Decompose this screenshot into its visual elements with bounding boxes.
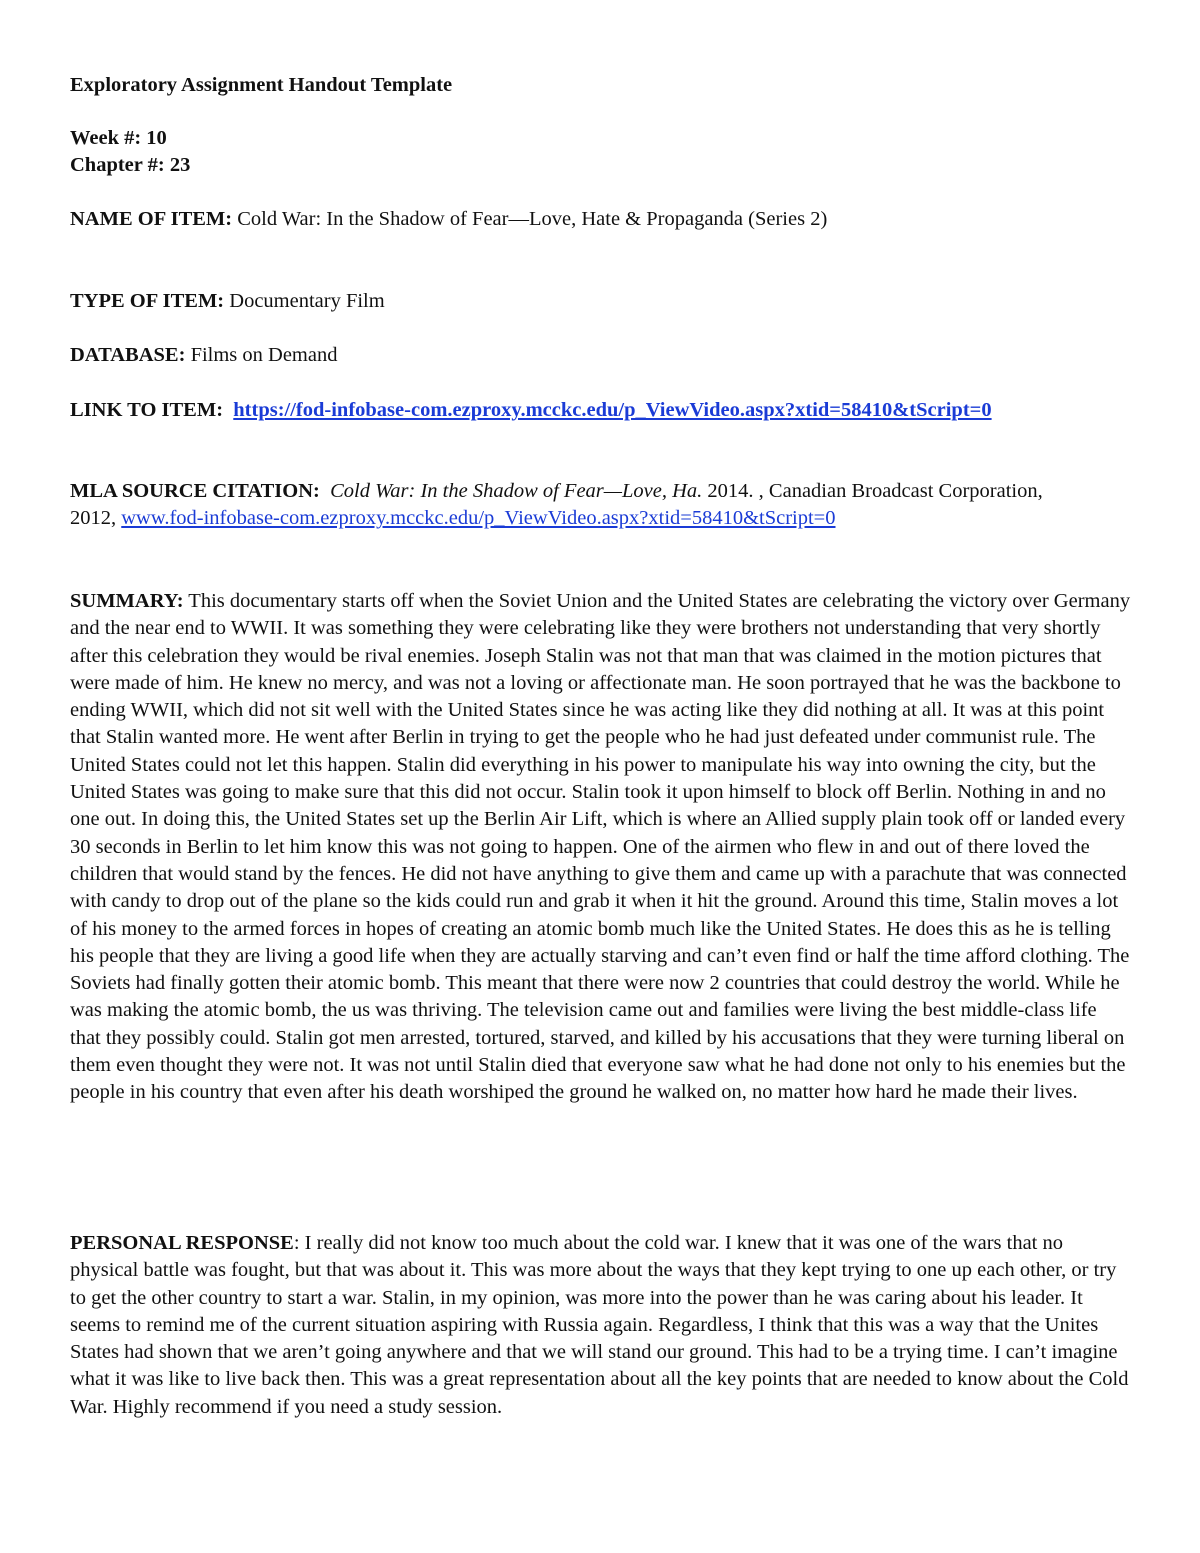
chapter-line xyxy=(70,152,190,179)
item-name-label: NAME OF ITEM: xyxy=(70,208,233,230)
week-value: 10 xyxy=(146,127,167,149)
item-type-value: Documentary Film xyxy=(229,290,385,312)
item-name-line xyxy=(70,206,827,233)
item-type-label: TYPE OF ITEM: xyxy=(70,290,225,312)
link-line xyxy=(70,397,992,424)
citation-title: Cold War: In the Shadow of Fear—Love, Ha. xyxy=(330,480,703,502)
citation-text: 2014. , Canadian Broadcast Corporation, 2012, xyxy=(70,480,1043,530)
chapter-label: Chapter #: xyxy=(70,154,165,176)
chapter-value: 23 xyxy=(169,154,191,176)
document-title: Exploratory Assignment Handout Template xyxy=(70,74,453,96)
summary-paragraph xyxy=(70,588,1132,1107)
link-label: LINK TO ITEM: xyxy=(70,399,224,421)
personal-response-label: PERSONAL RESPONSE xyxy=(70,1232,294,1254)
citation-label: MLA SOURCE CITATION: xyxy=(70,480,320,502)
citation-link[interactable]: www.fod-infobase-com.ezproxy.mcckc.edu/p_ViewVideo.aspx?xtid=58410&tScript=0 xyxy=(121,507,836,530)
item-type-line xyxy=(70,288,385,315)
database-line xyxy=(70,342,337,369)
week-label: Week #: xyxy=(70,127,142,149)
week-line xyxy=(70,125,167,152)
summary-label: SUMMARY: xyxy=(70,590,184,612)
database-label: DATABASE: xyxy=(70,344,186,366)
summary-text: This documentary starts off when the Soviet Union and the United States are celebrating the victory over Germany and the near end to WWII. It was something they were celebrating like they were brothers not understanding that very shortly after this celebration they would be rival enemies. Joseph Stalin was not that man that was claimed in the motion pictures that were made of him. He knew no mercy, and was not a loving or affectionate man. He soon portrayed that he was the backbone to ending WWII, which did not sit well with the United States since he was acting like they did nothing at all. It was at this point that Stalin wanted more. He went after Berlin in trying to get the people who he had just defeated under communist rule. The United States could not let this happen. Stalin did everything in his power to manipulate his way into owning the city, but the United States was going to make sure that this did not occur. Stalin took it upon himself to block off Berlin. Nothing in and no one out. In doing this, the United States set up the Berlin Air Lift, which is where an Allied supply plain took off or landed every 30 seconds in Berlin to let him know this was not going to happen. One of the airmen who flew in and out of there loved the children that would stand by the fences. He did not have anything to give them and came up with a parachute that was connected with candy to drop out of the plane so the kids could run and grab it when it hit the ground. Around this time, Stalin moves a lot of his money to the armed forces in hopes of creating an atomic bomb much like the United States. He does this as he is telling his people that they are living a good life when they are actually starving and can’t even find or half the time afford clothing. The Soviets had finally gotten their atomic bomb. This meant that there were now 2 countries that could destroy the world. While he was making the atomic bomb, the us was thriving. The television came out and families were living the best middle-class life that they possibly could. Stalin got men arrested, tortured, starved, and killed by his accusations that they were turning liberal on them even thought they were not. It was not until Stalin died that everyone saw what he had done not only to his enemies but the people in his country that even after his death worshiped the ground he walked on, no matter how hard he made their lives. xyxy=(70,590,1131,1104)
citation-paragraph xyxy=(70,478,1080,533)
personal-response-paragraph xyxy=(70,1230,1132,1421)
database-value: Films on Demand xyxy=(190,344,338,366)
item-link[interactable]: https://fod-infobase-com.ezproxy.mcckc.edu/p_ViewVideo.aspx?xtid=58410&tScript=0 xyxy=(233,399,992,421)
personal-response-text: : I really did not know too much about the cold war. I knew that it was one of the wars that no physical battle was fought, but that was about it. This was more about the ways that they kept trying to one up each other, or try to get the other country to start a war. Stalin, in my opinion, was more into the power than he was caring about his leader. It seems to remind me of the current situation aspiring with Russia again. Regardless, I think that this was a way that the Unites States had shown that we aren’t going anywhere and that we will stand our ground. This had to be a trying time. I can’t imagine what it was like to live back then. This was a great representation about all the key points that are needed to know about the Cold War. Highly recommend if you need a study session. xyxy=(70,1232,1129,1418)
item-name-value: Cold War: In the Shadow of Fear—Love, Hate & Propaganda (Series 2) xyxy=(237,208,828,230)
